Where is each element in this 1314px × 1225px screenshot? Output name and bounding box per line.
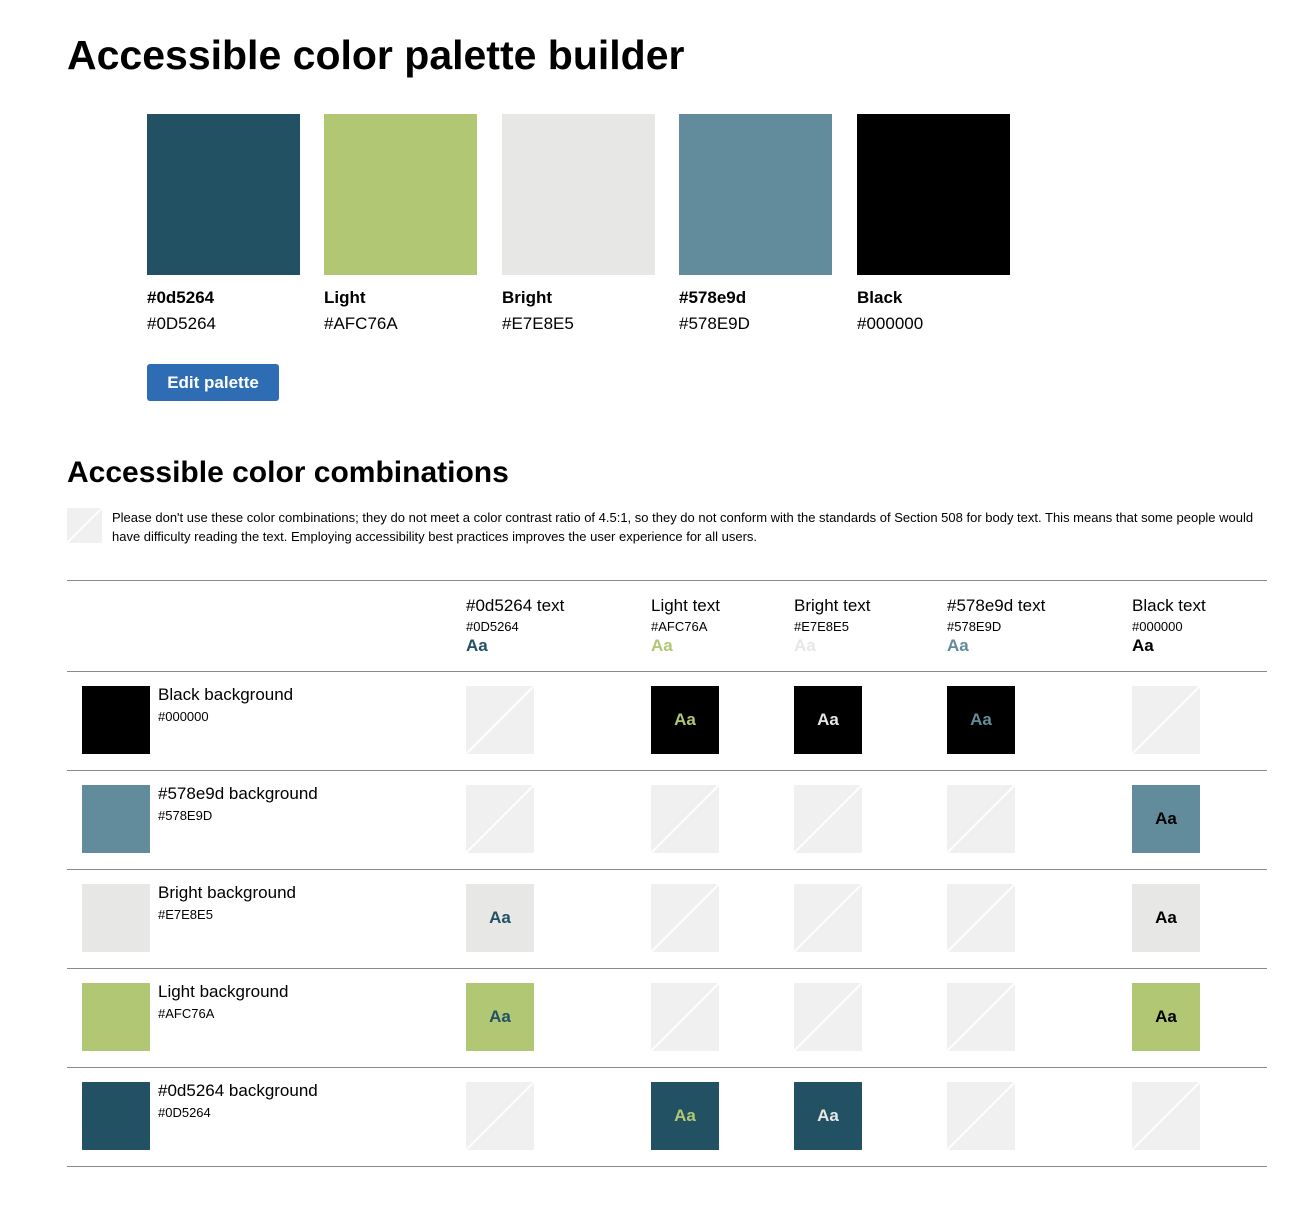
divider: [67, 770, 1267, 771]
swatch-color-chip: [324, 114, 477, 275]
not-accessible-icon: [466, 686, 534, 754]
palette-swatch: [857, 114, 1010, 333]
row-hex: #000000: [158, 709, 209, 724]
combination-sample: Aa: [466, 884, 534, 952]
column-label: Bright text: [794, 596, 871, 615]
palette-swatch: [324, 114, 477, 333]
not-accessible-icon: [947, 884, 1015, 952]
swatch-name: Light: [324, 288, 366, 307]
not-accessible-icon: [947, 983, 1015, 1051]
combinations-heading: Accessible color combinations: [67, 456, 509, 489]
combination-sample: Aa: [1132, 983, 1200, 1051]
divider: [67, 580, 1267, 581]
combination-sample: Aa: [1132, 884, 1200, 952]
column-sample: Aa: [651, 636, 673, 655]
divider: [67, 1166, 1267, 1167]
not-accessible-icon: [466, 785, 534, 853]
swatch-name: #578e9d: [679, 288, 747, 307]
swatch-hex: #578E9D: [679, 314, 750, 333]
divider: [67, 1067, 1267, 1068]
swatch-name: Black: [857, 288, 903, 307]
background-color-chip: [82, 1082, 150, 1150]
combination-row: [67, 869, 1267, 968]
combination-sample: Aa: [651, 686, 719, 754]
background-color-chip: [82, 686, 150, 754]
row-label: Light background: [158, 982, 289, 1001]
divider: [67, 968, 1267, 969]
not-accessible-icon: [651, 884, 719, 952]
swatch-name: Bright: [502, 288, 553, 307]
column-sample: Aa: [947, 636, 969, 655]
row-hex: #E7E8E5: [158, 907, 213, 922]
column-label: #0d5264 text: [466, 596, 565, 615]
not-accessible-icon: [1132, 686, 1200, 754]
page-title: Accessible color palette builder: [67, 32, 685, 78]
legend-note: Please don't use these color combinations; they do not meet a color contrast ratio of 4.5:1, so they do not conform with the standards of Section 508 for body text. This means that some people would have difficulty reading the text. Employing accessibility best practices improves the user experience for all users.: [112, 510, 1254, 544]
column-label: #578e9d text: [947, 596, 1046, 615]
combination-row: [67, 671, 1267, 770]
column-sample: Aa: [1132, 636, 1154, 655]
background-color-chip: [82, 983, 150, 1051]
not-accessible-icon: [947, 1082, 1015, 1150]
palette-swatch: [147, 114, 300, 333]
not-accessible-icon: [466, 1082, 534, 1150]
row-hex: #578E9D: [158, 808, 213, 823]
combination-row: [67, 968, 1267, 1067]
swatch-color-chip: [502, 114, 655, 275]
not-accessible-icon: [794, 785, 862, 853]
combination-row: [67, 1067, 1267, 1166]
combination-sample: Aa: [794, 1082, 862, 1150]
swatch-hex: #000000: [857, 314, 924, 333]
divider: [67, 869, 1267, 870]
combination-sample: Aa: [466, 983, 534, 1051]
not-accessible-icon: [794, 884, 862, 952]
row-label: Black background: [158, 685, 294, 704]
background-color-chip: [82, 884, 150, 952]
edit-palette-button[interactable]: Edit palette: [147, 364, 279, 401]
combination-row: [67, 770, 1267, 869]
background-color-chip: [82, 785, 150, 853]
not-accessible-icon: [67, 508, 102, 543]
column-hex: #AFC76A: [651, 619, 708, 634]
column-sample: Aa: [794, 636, 816, 655]
not-accessible-icon: [1132, 1082, 1200, 1150]
swatch-hex: #AFC76A: [324, 314, 398, 333]
not-accessible-icon: [947, 785, 1015, 853]
combination-sample: Aa: [651, 1082, 719, 1150]
row-hex: #0D5264: [158, 1105, 211, 1120]
swatch-color-chip: [147, 114, 300, 275]
swatch-hex: #0D5264: [147, 314, 217, 333]
not-accessible-icon: [651, 785, 719, 853]
column-hex: #578E9D: [947, 619, 1002, 634]
column-hex: #0D5264: [466, 619, 519, 634]
swatch-hex: #E7E8E5: [502, 314, 574, 333]
combination-sample: Aa: [794, 686, 862, 754]
column-sample: Aa: [466, 636, 488, 655]
column-hex: #E7E8E5: [794, 619, 849, 634]
not-accessible-icon: [651, 983, 719, 1051]
palette-swatch: [502, 114, 655, 333]
column-label: Light text: [651, 596, 720, 615]
row-label: Bright background: [158, 883, 296, 902]
swatch-color-chip: [679, 114, 832, 275]
column-hex: #000000: [1132, 619, 1183, 634]
combination-sample: Aa: [1132, 785, 1200, 853]
combination-sample: Aa: [947, 686, 1015, 754]
palette-swatch: [679, 114, 832, 333]
row-label: #578e9d background: [158, 784, 318, 803]
swatch-color-chip: [857, 114, 1010, 275]
row-hex: #AFC76A: [158, 1006, 215, 1021]
column-label: Black text: [1132, 596, 1206, 615]
swatch-name: #0d5264: [147, 288, 215, 307]
not-accessible-icon: [794, 983, 862, 1051]
row-label: #0d5264 background: [158, 1081, 318, 1100]
